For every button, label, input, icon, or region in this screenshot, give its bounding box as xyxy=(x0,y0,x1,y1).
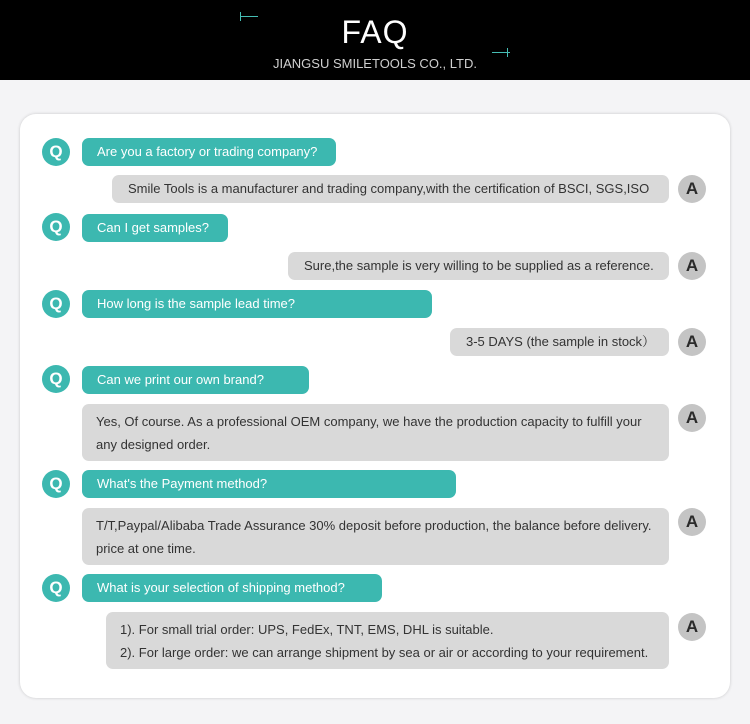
q-icon: Q xyxy=(42,290,70,318)
answer-line: Smile Tools is a manufacturer and trading company,with the certification of BSCI, SGS,ISO xyxy=(128,181,650,196)
answer-line: Sure,the sample is very willing to be supplied as a reference. xyxy=(304,258,654,273)
question-bubble: Can I get samples? xyxy=(82,214,228,242)
answer-bubble xyxy=(82,508,669,565)
answer-bubble xyxy=(82,404,669,461)
a-icon: A xyxy=(678,328,706,356)
faq-panel xyxy=(20,114,730,698)
answer-line: any designed order. xyxy=(96,437,211,452)
a-icon: A xyxy=(678,404,706,432)
answer-bubble xyxy=(288,252,669,280)
answer-line: T/T,Paypal/Alibaba Trade Assurance 30% deposit before production, the balance before delivery. xyxy=(96,518,652,533)
q-icon: Q xyxy=(42,574,70,602)
a-icon: A xyxy=(678,175,706,203)
answer-line: 1). For small trial order: UPS, FedEx, TNT, EMS, DHL is suitable. xyxy=(120,622,494,637)
answer-line: 3-5 DAYS (the sample in stock） xyxy=(466,334,656,349)
q-icon: Q xyxy=(42,470,70,498)
answer-bubble xyxy=(450,328,669,356)
answer-line: price at one time. xyxy=(96,541,196,556)
a-icon: A xyxy=(678,613,706,641)
answer-line: 2). For large order: we can arrange shipment by sea or air or according to your requirement. xyxy=(120,645,649,660)
question-bubble: What is your selection of shipping method? xyxy=(82,574,382,602)
question-bubble: Can we print our own brand? xyxy=(82,366,309,394)
question-bubble: How long is the sample lead time? xyxy=(82,290,432,318)
page-title: FAQ xyxy=(341,14,409,50)
question-bubble: What's the Payment method? xyxy=(82,470,456,498)
question-bubble: Are you a factory or trading company? xyxy=(82,138,336,166)
answer-line: Yes, Of course. As a professional OEM company, we have the production capacity to fulfill your xyxy=(96,414,642,429)
answer-bubble xyxy=(112,175,669,203)
q-icon: Q xyxy=(42,138,70,166)
q-icon: Q xyxy=(42,365,70,393)
answer-bubble xyxy=(106,612,669,669)
q-icon: Q xyxy=(42,213,70,241)
company-name: JIANGSU SMILETOOLS CO., LTD. xyxy=(273,56,477,71)
header-banner xyxy=(0,0,750,80)
a-icon: A xyxy=(678,252,706,280)
a-icon: A xyxy=(678,508,706,536)
